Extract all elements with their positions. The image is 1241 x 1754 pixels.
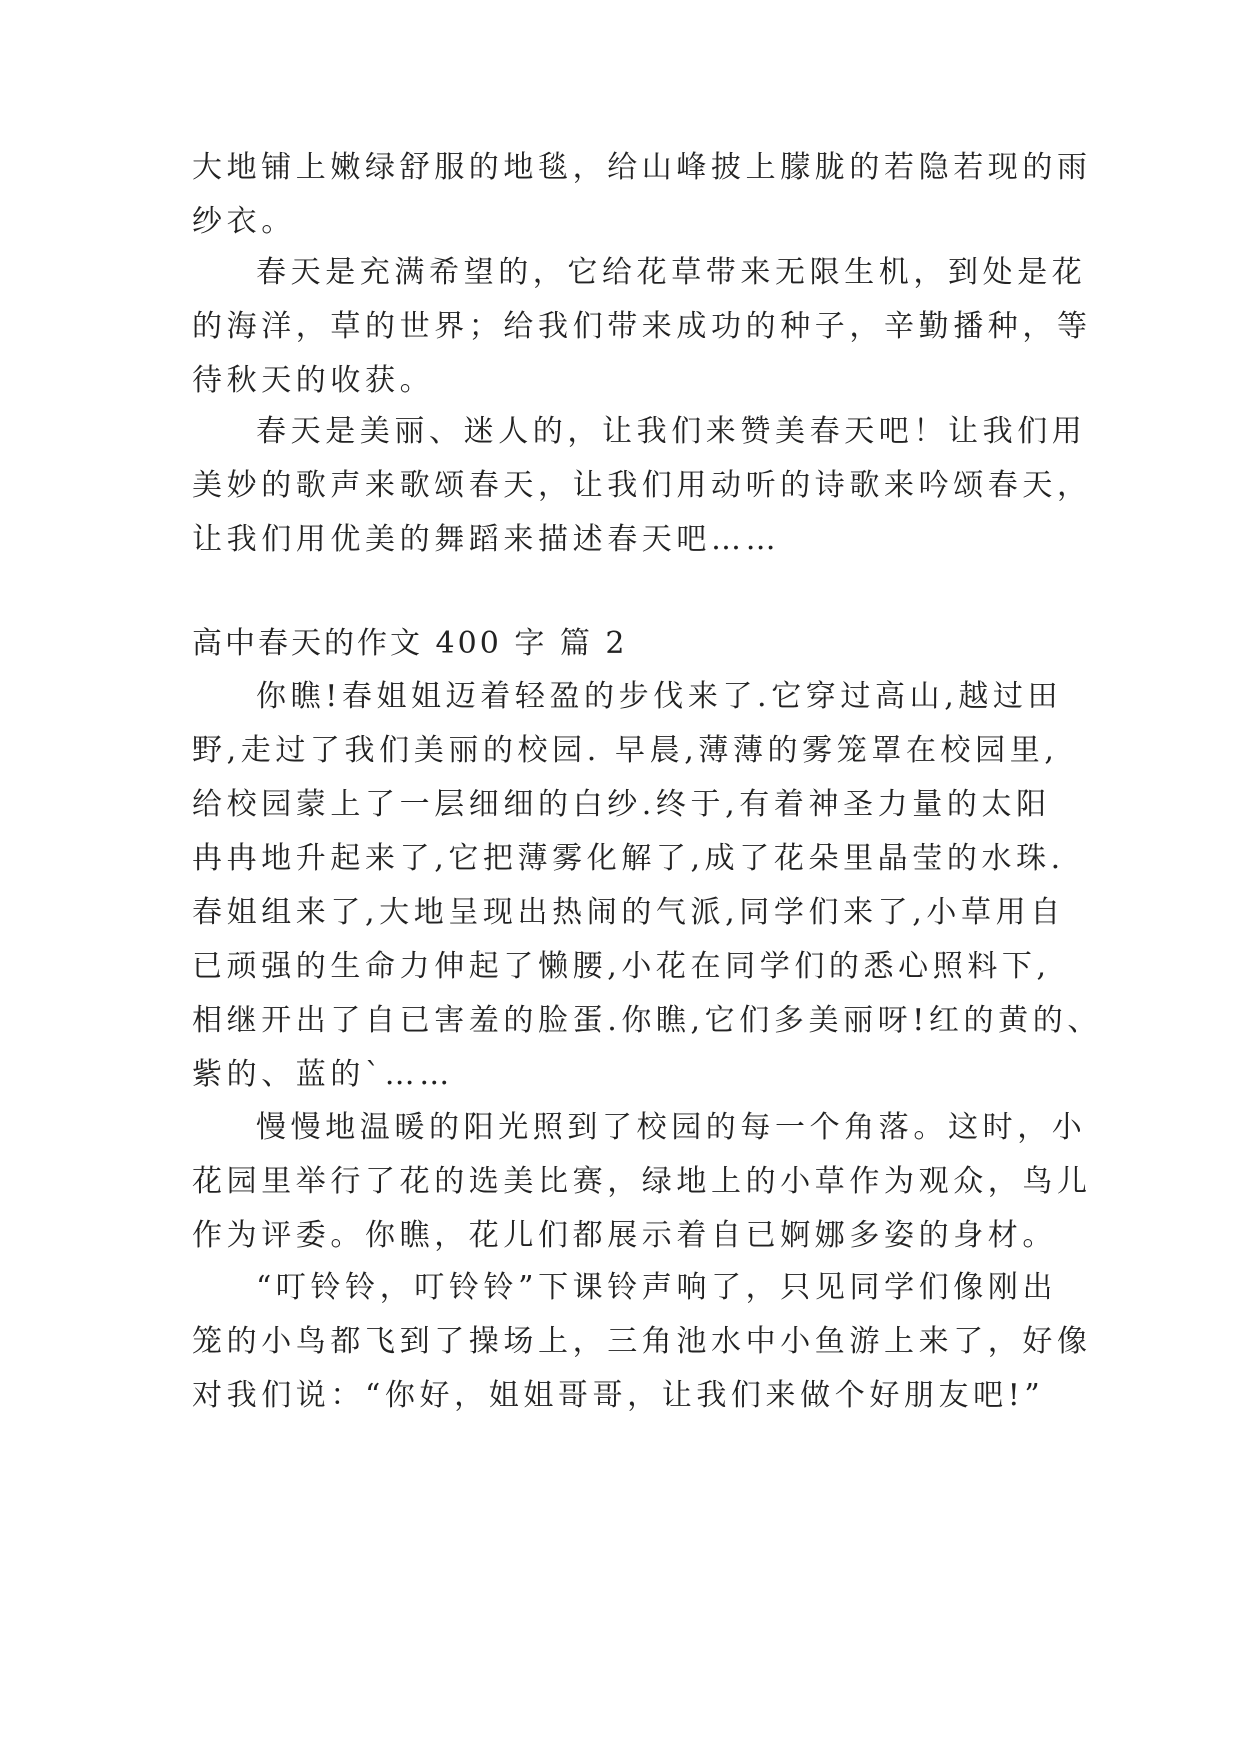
text-line: 美妙的歌声来歌颂春天，让我们用动听的诗歌来吟颂春天， xyxy=(192,468,1092,503)
text-line: 待秋天的收获。 xyxy=(192,363,435,398)
text-line: 大地铺上嫩绿舒服的地毯，给山峰披上朦胧的若隐若现的雨 xyxy=(192,150,1092,185)
text-line: 你瞧!春姐姐迈着轻盈的步伐来了.它穿过高山,越过田 xyxy=(256,679,1063,714)
text-line: 作为评委。你瞧，花儿们都展示着自已婀娜多姿的身材。 xyxy=(192,1218,1057,1253)
text-line: 的海洋，草的世界；给我们带来成功的种子，辛勤播种，等 xyxy=(192,309,1092,344)
text-line: 已顽强的生命力伸起了懒腰,小花在同学们的悉心照料下, xyxy=(192,949,1051,984)
text-line: 慢慢地温暖的阳光照到了校园的每一个角落。这时，小 xyxy=(256,1110,1087,1145)
text-line: 对我们说：“你好，姐姐哥哥，让我们来做个好朋友吧!” xyxy=(192,1378,1045,1413)
section-heading: 高中春天的作文 400 字 篇 2 xyxy=(192,626,628,661)
text-line: 纱衣。 xyxy=(192,204,296,239)
text-line: 花园里举行了花的选美比赛，绿地上的小草作为观众，鸟儿 xyxy=(192,1164,1092,1199)
text-line: 春天是充满希望的，它给花草带来无限生机，到处是花 xyxy=(256,255,1087,290)
text-line: 春姐组来了,大地呈现出热闹的气派,同学们来了,小草用自 xyxy=(192,895,1065,930)
text-line: 野,走过了我们美丽的校园. 早晨,薄薄的雾笼罩在校园里, xyxy=(192,733,1059,768)
text-line: 给校园蒙上了一层细细的白纱.终于,有着神圣力量的太阳 xyxy=(192,787,1051,822)
text-line: 春天是美丽、迷人的，让我们来赞美春天吧！让我们用 xyxy=(256,414,1087,449)
text-line: 笼的小鸟都飞到了操场上，三角池水中小鱼游上来了，好像 xyxy=(192,1324,1092,1359)
text-line: 紫的、蓝的`…… xyxy=(192,1057,454,1092)
text-line: 冉冉地升起来了,它把薄雾化解了,成了花朵里晶莹的水珠. xyxy=(192,841,1065,876)
text-line: “叮铃铃，叮铃铃”下课铃声响了，只见同学们像刚出 xyxy=(256,1270,1058,1305)
text-line: 让我们用优美的舞蹈来描述春天吧…… xyxy=(192,522,781,557)
text-line: 相继开出了自已害羞的脸蛋.你瞧,它们多美丽呀!红的黄的、 xyxy=(192,1003,1102,1038)
